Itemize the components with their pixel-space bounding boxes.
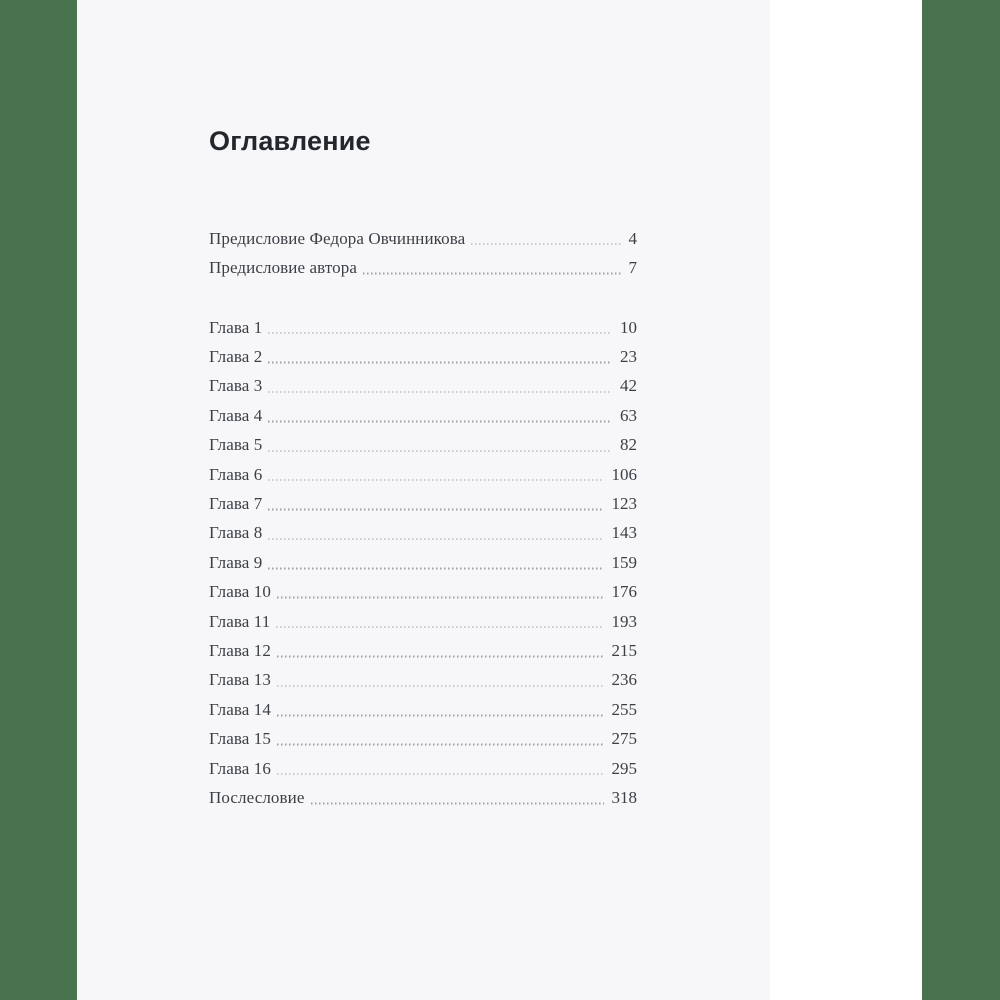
toc-entry-label: Глава 6 xyxy=(209,464,263,484)
toc-entry-page: 42 xyxy=(620,376,637,396)
toc-entry-label: Глава 12 xyxy=(209,640,271,660)
toc-entry xyxy=(209,724,637,753)
toc-entry xyxy=(209,607,637,636)
toc-entry-page: 82 xyxy=(620,435,637,455)
toc-entry-label: Предисловие Федора Овчинникова xyxy=(209,228,466,248)
toc-entry-page: 7 xyxy=(628,258,637,278)
toc-entry-page: 215 xyxy=(611,640,637,660)
toc-entry-page: 10 xyxy=(620,317,637,337)
dot-leader xyxy=(268,568,603,570)
toc-entry-page: 123 xyxy=(611,494,637,514)
toc-entry xyxy=(209,636,637,665)
dot-leader xyxy=(276,626,603,628)
toc-entry-page: 159 xyxy=(611,552,637,572)
dot-leader xyxy=(471,243,620,245)
toc-title: Оглавление xyxy=(209,126,371,156)
toc-entry-label: Глава 15 xyxy=(209,729,271,749)
toc-entry-label: Послесловие xyxy=(209,787,305,807)
dot-leader xyxy=(268,509,603,511)
toc-entry xyxy=(209,754,637,783)
toc-entry xyxy=(209,372,637,401)
toc-entry xyxy=(209,695,637,724)
dot-leader xyxy=(277,744,604,746)
toc-entry-label: Предисловие автора xyxy=(209,258,357,278)
toc-entry-label: Глава 10 xyxy=(209,582,271,602)
dot-leader xyxy=(277,656,604,658)
toc-entry-page: 295 xyxy=(611,758,637,778)
toc-front-matter-list xyxy=(209,224,637,283)
toc-entry xyxy=(209,342,637,371)
dot-leader xyxy=(277,597,604,599)
dot-leader xyxy=(277,715,604,717)
dot-leader xyxy=(268,538,603,540)
toc-entry-label: Глава 9 xyxy=(209,552,263,572)
toc-entry-page: 318 xyxy=(611,787,637,807)
toc-entry xyxy=(209,460,637,489)
toc-entry-label: Глава 4 xyxy=(209,405,263,425)
toc-entry-label: Глава 14 xyxy=(209,699,271,719)
dot-leader xyxy=(268,362,612,364)
toc-entry xyxy=(209,224,637,253)
toc-entry-label: Глава 16 xyxy=(209,758,271,778)
dot-leader xyxy=(268,332,612,334)
toc-entry-label: Глава 8 xyxy=(209,523,263,543)
dot-leader xyxy=(277,685,604,687)
toc-entry-page: 143 xyxy=(611,523,637,543)
toc-entry-label: Глава 11 xyxy=(209,611,271,631)
dot-leader xyxy=(311,803,604,805)
toc-entry-page: 63 xyxy=(620,405,637,425)
toc-entry xyxy=(209,401,637,430)
toc-entry xyxy=(209,431,637,460)
toc-entry xyxy=(209,489,637,518)
toc-entry-page: 4 xyxy=(628,228,637,248)
toc-entry xyxy=(209,548,637,577)
toc-chapter-list xyxy=(209,313,637,813)
dot-leader xyxy=(277,773,604,775)
toc-entry-page: 106 xyxy=(611,464,637,484)
toc-entry-label: Глава 7 xyxy=(209,494,263,514)
toc-entry-page: 23 xyxy=(620,347,637,367)
toc-entry-label: Глава 2 xyxy=(209,347,263,367)
toc-entry xyxy=(209,783,637,812)
dot-leader xyxy=(268,421,612,423)
toc-entry xyxy=(209,666,637,695)
toc-entry-label: Глава 3 xyxy=(209,376,263,396)
dot-leader xyxy=(268,479,603,481)
toc-entry-page: 176 xyxy=(611,582,637,602)
page-edge-strip xyxy=(770,0,922,1000)
toc-entry-page: 275 xyxy=(611,729,637,749)
toc-entry-page: 193 xyxy=(611,611,637,631)
toc-entry-label: Глава 1 xyxy=(209,317,263,337)
dot-leader xyxy=(268,450,612,452)
dot-leader xyxy=(268,391,612,393)
toc-entry xyxy=(209,519,637,548)
toc-entry-label: Глава 13 xyxy=(209,670,271,690)
toc-entry xyxy=(209,253,637,282)
toc-entry xyxy=(209,313,637,342)
toc-entry-label: Глава 5 xyxy=(209,435,263,455)
toc-entry-page: 255 xyxy=(611,699,637,719)
dot-leader xyxy=(363,273,621,275)
toc-entry xyxy=(209,578,637,607)
toc-entry-page: 236 xyxy=(611,670,637,690)
